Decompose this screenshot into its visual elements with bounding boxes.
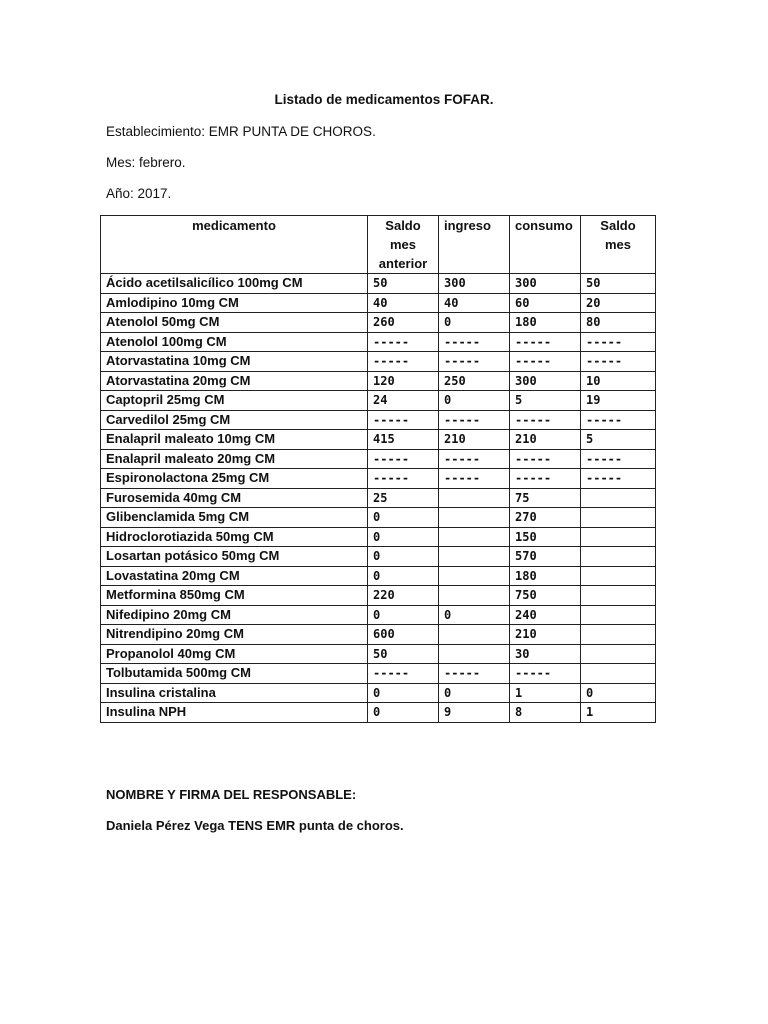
- cell-saldo-mes-anterior: 50: [368, 644, 439, 664]
- cell-ingreso: 250: [439, 371, 510, 391]
- cell-medicamento: Insulina NPH: [101, 703, 368, 723]
- cell-ingreso: 210: [439, 430, 510, 450]
- cell-medicamento: Furosemida 40mg CM: [101, 488, 368, 508]
- medications-table: [100, 215, 656, 723]
- establecimiento-line: Establecimiento: EMR PUNTA DE CHOROS.: [106, 124, 376, 139]
- table-row: [101, 605, 656, 625]
- cell-saldo-mes: [581, 586, 656, 606]
- cell-saldo-mes-anterior: -----: [368, 449, 439, 469]
- cell-saldo-mes: 10: [581, 371, 656, 391]
- cell-ingreso: -----: [439, 332, 510, 352]
- cell-saldo-mes: [581, 488, 656, 508]
- cell-saldo-mes-anterior: 0: [368, 605, 439, 625]
- table-row: [101, 352, 656, 372]
- table-header-row: [101, 216, 656, 274]
- cell-saldo-mes: [581, 644, 656, 664]
- cell-medicamento: Carvedilol 25mg CM: [101, 410, 368, 430]
- cell-medicamento: Losartan potásico 50mg CM: [101, 547, 368, 567]
- mes-line: Mes: febrero.: [106, 155, 186, 170]
- cell-saldo-mes: 20: [581, 293, 656, 313]
- cell-saldo-mes: -----: [581, 469, 656, 489]
- header-saldo-mes: Saldo mes: [581, 216, 656, 274]
- header-medicamento: medicamento: [101, 216, 368, 274]
- cell-saldo-mes-anterior: 0: [368, 683, 439, 703]
- cell-saldo-mes: 0: [581, 683, 656, 703]
- table-row: [101, 527, 656, 547]
- cell-ingreso: [439, 508, 510, 528]
- cell-ingreso: -----: [439, 469, 510, 489]
- cell-medicamento: Metformina 850mg CM: [101, 586, 368, 606]
- cell-saldo-mes: [581, 527, 656, 547]
- cell-consumo: 300: [510, 371, 581, 391]
- cell-medicamento: Lovastatina 20mg CM: [101, 566, 368, 586]
- cell-medicamento: Enalapril maleato 10mg CM: [101, 430, 368, 450]
- cell-consumo: -----: [510, 410, 581, 430]
- cell-ingreso: 0: [439, 391, 510, 411]
- cell-saldo-mes-anterior: 260: [368, 313, 439, 333]
- cell-ingreso: -----: [439, 664, 510, 684]
- table-row: [101, 488, 656, 508]
- cell-saldo-mes-anterior: 40: [368, 293, 439, 313]
- responsable-name: Daniela Pérez Vega TENS EMR punta de choros.: [106, 818, 404, 833]
- cell-saldo-mes: -----: [581, 352, 656, 372]
- cell-consumo: 75: [510, 488, 581, 508]
- cell-saldo-mes-anterior: 0: [368, 703, 439, 723]
- cell-saldo-mes-anterior: 24: [368, 391, 439, 411]
- cell-consumo: 240: [510, 605, 581, 625]
- cell-consumo: 150: [510, 527, 581, 547]
- table-row: [101, 625, 656, 645]
- cell-consumo: 1: [510, 683, 581, 703]
- responsable-label: NOMBRE Y FIRMA DEL RESPONSABLE:: [106, 787, 357, 802]
- cell-consumo: 5: [510, 391, 581, 411]
- cell-saldo-mes: [581, 547, 656, 567]
- cell-medicamento: Nifedipino 20mg CM: [101, 605, 368, 625]
- cell-ingreso: [439, 547, 510, 567]
- cell-consumo: -----: [510, 469, 581, 489]
- cell-saldo-mes-anterior: 120: [368, 371, 439, 391]
- cell-consumo: -----: [510, 664, 581, 684]
- cell-ingreso: -----: [439, 410, 510, 430]
- header-ingreso: ingreso: [439, 216, 510, 274]
- cell-saldo-mes: [581, 625, 656, 645]
- cell-ingreso: 40: [439, 293, 510, 313]
- cell-consumo: 30: [510, 644, 581, 664]
- cell-medicamento: Atorvastatina 10mg CM: [101, 352, 368, 372]
- table-row: [101, 430, 656, 450]
- header-consumo: consumo: [510, 216, 581, 274]
- cell-medicamento: Captopril 25mg CM: [101, 391, 368, 411]
- cell-medicamento: Amlodipino 10mg CM: [101, 293, 368, 313]
- table-row: [101, 469, 656, 489]
- cell-ingreso: 0: [439, 605, 510, 625]
- table-row: [101, 586, 656, 606]
- cell-saldo-mes: [581, 566, 656, 586]
- cell-saldo-mes: -----: [581, 332, 656, 352]
- cell-saldo-mes: 19: [581, 391, 656, 411]
- cell-consumo: 8: [510, 703, 581, 723]
- table-row: [101, 547, 656, 567]
- table-row: [101, 664, 656, 684]
- cell-consumo: 180: [510, 566, 581, 586]
- cell-ingreso: 0: [439, 683, 510, 703]
- cell-saldo-mes-anterior: -----: [368, 469, 439, 489]
- cell-saldo-mes-anterior: -----: [368, 410, 439, 430]
- cell-saldo-mes: 80: [581, 313, 656, 333]
- cell-ingreso: -----: [439, 449, 510, 469]
- table-row: [101, 391, 656, 411]
- cell-medicamento: Insulina cristalina: [101, 683, 368, 703]
- table-body: [101, 274, 656, 723]
- table-row: [101, 274, 656, 294]
- cell-consumo: -----: [510, 332, 581, 352]
- header-saldo-mes-anterior: Saldo mes anterior: [368, 216, 439, 274]
- cell-saldo-mes: -----: [581, 449, 656, 469]
- cell-consumo: 270: [510, 508, 581, 528]
- document-title: Listado de medicamentos FOFAR.: [274, 92, 494, 107]
- cell-ingreso: [439, 488, 510, 508]
- cell-ingreso: 300: [439, 274, 510, 294]
- cell-consumo: -----: [510, 352, 581, 372]
- table-row: [101, 644, 656, 664]
- cell-saldo-mes-anterior: 0: [368, 527, 439, 547]
- cell-ingreso: [439, 644, 510, 664]
- cell-medicamento: Espironolactona 25mg CM: [101, 469, 368, 489]
- cell-ingreso: 0: [439, 313, 510, 333]
- cell-saldo-mes-anterior: -----: [368, 664, 439, 684]
- cell-medicamento: Propanolol 40mg CM: [101, 644, 368, 664]
- cell-saldo-mes-anterior: 600: [368, 625, 439, 645]
- cell-ingreso: [439, 586, 510, 606]
- table-row: [101, 293, 656, 313]
- cell-saldo-mes-anterior: 415: [368, 430, 439, 450]
- table-row: [101, 410, 656, 430]
- cell-medicamento: Hidroclorotiazida 50mg CM: [101, 527, 368, 547]
- cell-medicamento: Glibenclamida 5mg CM: [101, 508, 368, 528]
- cell-consumo: 210: [510, 430, 581, 450]
- cell-saldo-mes-anterior: 0: [368, 547, 439, 567]
- cell-consumo: 750: [510, 586, 581, 606]
- cell-saldo-mes: 1: [581, 703, 656, 723]
- ano-line: Año: 2017.: [106, 186, 172, 201]
- cell-medicamento: Atenolol 100mg CM: [101, 332, 368, 352]
- cell-consumo: -----: [510, 449, 581, 469]
- cell-saldo-mes: [581, 605, 656, 625]
- table-row: [101, 332, 656, 352]
- cell-saldo-mes: [581, 664, 656, 684]
- cell-consumo: 300: [510, 274, 581, 294]
- cell-ingreso: 9: [439, 703, 510, 723]
- cell-saldo-mes-anterior: -----: [368, 352, 439, 372]
- cell-saldo-mes-anterior: 50: [368, 274, 439, 294]
- table-row: [101, 371, 656, 391]
- cell-saldo-mes: 50: [581, 274, 656, 294]
- cell-consumo: 180: [510, 313, 581, 333]
- cell-saldo-mes-anterior: 220: [368, 586, 439, 606]
- table-row: [101, 683, 656, 703]
- cell-ingreso: [439, 625, 510, 645]
- cell-saldo-mes: [581, 508, 656, 528]
- cell-saldo-mes: -----: [581, 410, 656, 430]
- cell-saldo-mes-anterior: 0: [368, 566, 439, 586]
- cell-saldo-mes: 5: [581, 430, 656, 450]
- cell-medicamento: Atenolol 50mg CM: [101, 313, 368, 333]
- cell-ingreso: [439, 527, 510, 547]
- cell-consumo: 210: [510, 625, 581, 645]
- cell-consumo: 60: [510, 293, 581, 313]
- cell-saldo-mes-anterior: 0: [368, 508, 439, 528]
- table-row: [101, 508, 656, 528]
- cell-medicamento: Nitrendipino 20mg CM: [101, 625, 368, 645]
- cell-medicamento: Enalapril maleato 20mg CM: [101, 449, 368, 469]
- table-row: [101, 313, 656, 333]
- cell-saldo-mes-anterior: -----: [368, 332, 439, 352]
- cell-medicamento: Ácido acetilsalicílico 100mg CM: [101, 274, 368, 294]
- cell-medicamento: Tolbutamida 500mg CM: [101, 664, 368, 684]
- table-row: [101, 449, 656, 469]
- table-row: [101, 566, 656, 586]
- cell-saldo-mes-anterior: 25: [368, 488, 439, 508]
- cell-ingreso: [439, 566, 510, 586]
- table-row: [101, 703, 656, 723]
- cell-consumo: 570: [510, 547, 581, 567]
- cell-ingreso: -----: [439, 352, 510, 372]
- cell-medicamento: Atorvastatina 20mg CM: [101, 371, 368, 391]
